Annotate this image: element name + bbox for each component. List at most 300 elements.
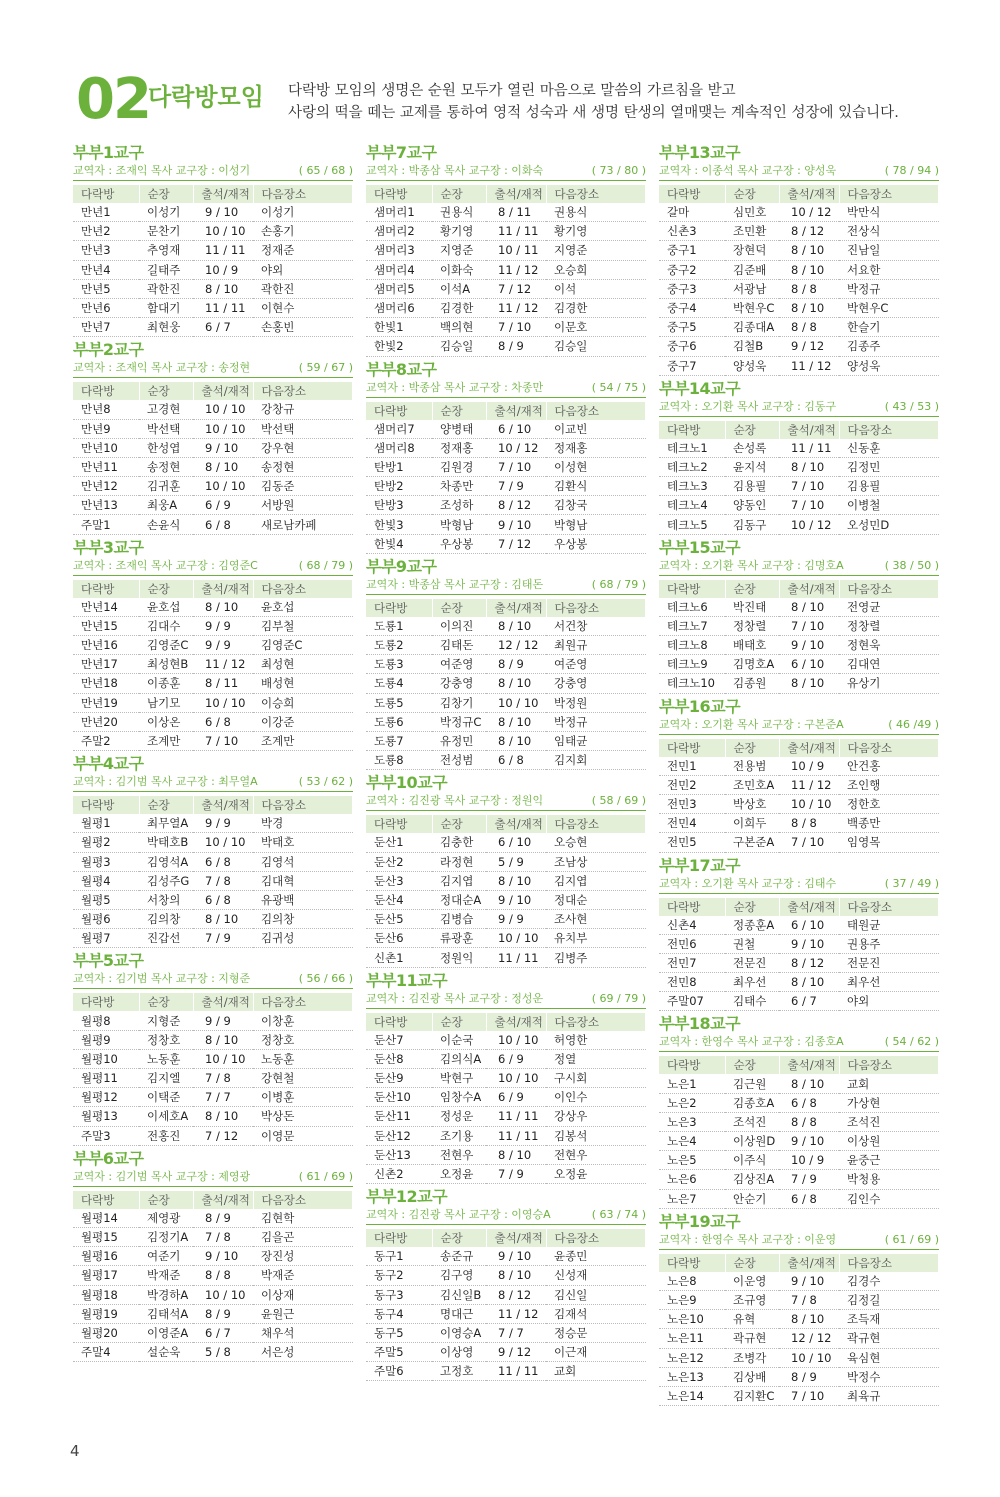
cell-leader: 송준규	[432, 1247, 486, 1266]
cell-attendance: 8 / 8	[779, 1112, 839, 1131]
cell-leader: 김종대A	[725, 318, 779, 337]
cell-room: 둔산2	[366, 852, 432, 871]
cell-leader: 조기용	[432, 1126, 486, 1145]
cell-next-place: 권용주	[839, 934, 939, 953]
cell-attendance: 10 / 10	[193, 477, 253, 496]
district-table	[659, 739, 939, 853]
column-header: 다락방	[73, 580, 139, 598]
table-row	[366, 948, 646, 967]
cell-leader: 박경하A	[139, 1285, 193, 1304]
column-header: 출석/재적	[779, 185, 839, 203]
cell-room: 테크노8	[659, 636, 725, 655]
cell-next-place: 이교빈	[546, 420, 646, 439]
table-row	[659, 298, 939, 317]
cell-next-place: 조득재	[839, 1310, 939, 1329]
district-group	[366, 557, 646, 771]
cell-room: 주말07	[659, 992, 725, 1011]
cell-leader: 김태석A	[139, 1304, 193, 1323]
cell-attendance: 9 / 12	[779, 337, 839, 356]
cell-attendance: 7 / 10	[779, 496, 839, 515]
column-middle	[366, 143, 646, 1384]
cell-next-place: 이승희	[253, 693, 353, 712]
table-row	[73, 1266, 353, 1285]
cell-next-place: 오승희	[546, 260, 646, 279]
cell-leader: 남기모	[139, 693, 193, 712]
table-row	[659, 477, 939, 496]
table-row	[73, 457, 353, 476]
cell-attendance: 11 / 11	[486, 948, 546, 967]
table-row	[73, 477, 353, 496]
district-group	[73, 538, 353, 752]
cell-next-place: 유상기	[839, 674, 939, 693]
cell-next-place: 전현우	[546, 1145, 646, 1164]
cell-room: 둔산1	[366, 833, 432, 852]
district-table	[659, 1254, 939, 1406]
table-row	[366, 496, 646, 515]
district-group	[659, 697, 939, 853]
table-row	[366, 655, 646, 674]
cell-next-place: 서방원	[253, 496, 353, 515]
column-header: 순장	[139, 1191, 193, 1209]
district-title: 부부2교구	[73, 340, 144, 360]
table-row	[366, 337, 646, 356]
table-row	[659, 1290, 939, 1309]
cell-next-place: 최성현	[253, 655, 353, 674]
table-header-row	[73, 993, 353, 1011]
cell-attendance: 10 / 9	[779, 757, 839, 776]
cell-next-place: 김종주	[839, 337, 939, 356]
cell-room: 주말3	[73, 1126, 139, 1145]
table-header-row	[659, 1254, 939, 1272]
cell-room: 테크노10	[659, 674, 725, 693]
district-group	[73, 754, 353, 948]
cell-next-place: 손홍빈	[253, 318, 353, 337]
table-row	[366, 279, 646, 298]
district-group	[659, 856, 939, 1012]
cell-leader: 지영준	[432, 241, 486, 260]
cell-attendance: 8 / 10	[193, 279, 253, 298]
cell-leader: 길태주	[139, 260, 193, 279]
district-table	[659, 1056, 939, 1208]
table-row	[366, 241, 646, 260]
cell-next-place: 교회	[839, 1074, 939, 1093]
cell-next-place: 김지엽	[546, 871, 646, 890]
district-attendance-total: ( 65 / 68 )	[298, 164, 353, 177]
cell-room: 둔산5	[366, 910, 432, 929]
district-table	[366, 599, 646, 771]
cell-next-place: 이병훈	[253, 1088, 353, 1107]
table-row	[659, 1348, 939, 1367]
district-group	[366, 143, 646, 357]
cell-room: 샘머리8	[366, 438, 432, 457]
district-info	[73, 558, 353, 576]
cell-leader: 노동훈	[139, 1049, 193, 1068]
district-info	[73, 774, 353, 792]
table-row	[366, 1126, 646, 1145]
cell-next-place: 손홍기	[253, 222, 353, 241]
cell-next-place: 박경	[253, 814, 353, 833]
cell-leader: 이운영	[725, 1272, 779, 1291]
table-row	[659, 794, 939, 813]
cell-attendance: 6 / 8	[193, 712, 253, 731]
cell-attendance: 10 / 10	[193, 419, 253, 438]
cell-leader: 김상진A	[725, 1170, 779, 1189]
cell-room: 중구6	[659, 337, 725, 356]
cell-next-place: 김대혁	[253, 871, 353, 890]
cell-next-place: 윤호섭	[253, 598, 353, 617]
table-row	[659, 636, 939, 655]
cell-attendance: 10 / 10	[486, 1031, 546, 1050]
cell-next-place: 김현학	[253, 1209, 353, 1228]
table-row	[73, 515, 353, 534]
cell-attendance: 10 / 12	[486, 438, 546, 457]
column-header: 다음장소	[839, 1254, 939, 1272]
cell-room: 도룡8	[366, 751, 432, 770]
cell-next-place: 새로남카페	[253, 515, 353, 534]
cell-room: 샘머리6	[366, 298, 432, 317]
cell-next-place: 전상식	[839, 222, 939, 241]
table-row	[73, 1285, 353, 1304]
cell-leader: 류광훈	[432, 929, 486, 948]
cell-attendance: 11 / 11	[193, 298, 253, 317]
column-header: 다락방	[659, 739, 725, 757]
table-row	[659, 616, 939, 635]
cell-room: 월평12	[73, 1088, 139, 1107]
cell-leader: 이석A	[432, 279, 486, 298]
cell-room: 만년4	[73, 260, 139, 279]
cell-room: 노은1	[659, 1074, 725, 1093]
cell-leader: 최무열A	[139, 814, 193, 833]
table-row	[659, 757, 939, 776]
cell-room: 만년18	[73, 674, 139, 693]
table-row	[366, 1069, 646, 1088]
cell-next-place: 김재석	[546, 1304, 646, 1323]
cell-attendance: 7 / 7	[486, 1323, 546, 1342]
column-header: 다락방	[659, 1254, 725, 1272]
cell-leader: 조민호A	[725, 775, 779, 794]
cell-leader: 이순국	[432, 1031, 486, 1050]
cell-next-place: 박정규	[839, 279, 939, 298]
cell-next-place: 김환식	[546, 477, 646, 496]
cell-leader: 송정현	[139, 457, 193, 476]
cell-attendance: 10 / 10	[779, 1348, 839, 1367]
table-row	[659, 222, 939, 241]
cell-next-place: 우상봉	[546, 534, 646, 553]
district-group	[366, 971, 646, 1185]
cell-leader: 윤지석	[725, 457, 779, 476]
cell-attendance: 6 / 7	[779, 992, 839, 1011]
table-row	[73, 203, 353, 222]
table-row	[366, 1164, 646, 1183]
cell-next-place: 서건창	[546, 617, 646, 636]
column-header: 순장	[725, 185, 779, 203]
cell-attendance: 11 / 12	[193, 655, 253, 674]
cell-leader: 정대순A	[432, 890, 486, 909]
column-header: 출석/재적	[779, 739, 839, 757]
district-info	[659, 1232, 939, 1250]
cell-next-place: 정창렬	[839, 616, 939, 635]
district-attendance-total: ( 54 / 75 )	[591, 380, 646, 394]
cell-next-place: 박형남	[546, 515, 646, 534]
column-header: 다음장소	[253, 382, 353, 400]
column-header: 다음장소	[253, 185, 353, 203]
cell-next-place: 김대연	[839, 655, 939, 674]
cell-leader: 이주식	[725, 1151, 779, 1170]
table-row	[366, 636, 646, 655]
cell-leader: 조계만	[139, 731, 193, 750]
cell-next-place: 지영준	[546, 241, 646, 260]
cell-attendance: 8 / 12	[779, 953, 839, 972]
cell-next-place: 김지회	[546, 751, 646, 770]
district-attendance-total: ( 58 / 69 )	[591, 794, 646, 808]
cell-room: 노은5	[659, 1151, 725, 1170]
table-row	[73, 298, 353, 317]
district-group	[366, 1187, 646, 1381]
cell-attendance: 7 / 8	[193, 1069, 253, 1088]
cell-next-place: 박상돈	[253, 1107, 353, 1126]
column-header: 다락방	[366, 185, 432, 203]
cell-room: 한빛2	[366, 337, 432, 356]
table-row	[659, 1189, 939, 1208]
cell-leader: 박재준	[139, 1266, 193, 1285]
cell-leader: 김명호A	[725, 655, 779, 674]
table-header-row	[366, 599, 646, 617]
cell-leader: 김상배	[725, 1367, 779, 1386]
table-row	[73, 731, 353, 750]
table-header-row	[659, 580, 939, 598]
cell-attendance: 7 / 10	[486, 318, 546, 337]
table-header-row	[659, 185, 939, 203]
district-attendance-total: ( 61 / 69 )	[298, 1169, 353, 1183]
table-row	[659, 775, 939, 794]
cell-leader: 최현웅	[139, 318, 193, 337]
district-staff: 교역자 : 김진광 목사 교구장 : 이영승A	[366, 1208, 551, 1222]
column-header: 다음장소	[546, 815, 646, 833]
cell-room: 둔산9	[366, 1069, 432, 1088]
cell-leader: 구본준A	[725, 833, 779, 852]
cell-room: 둔산3	[366, 871, 432, 890]
column-header: 다락방	[73, 993, 139, 1011]
cell-next-place: 정한호	[839, 794, 939, 813]
district-table	[366, 815, 646, 967]
cell-leader: 김근원	[725, 1074, 779, 1093]
table-header-row	[73, 185, 353, 203]
cell-attendance: 9 / 10	[486, 515, 546, 534]
cell-attendance: 9 / 10	[779, 1132, 839, 1151]
cell-room: 만년19	[73, 693, 139, 712]
cell-next-place: 박현우C	[839, 298, 939, 317]
cell-leader: 박현구	[432, 1069, 486, 1088]
table-row	[366, 1049, 646, 1068]
cell-room: 노은6	[659, 1170, 725, 1189]
district-table	[73, 185, 353, 337]
district-staff: 교역자 : 오기환 목사 교구장 : 구본준A	[659, 717, 844, 731]
cell-attendance: 9 / 10	[779, 934, 839, 953]
district-table	[73, 1191, 353, 1363]
table-row	[659, 515, 939, 534]
cell-room: 둔산12	[366, 1126, 432, 1145]
cell-room: 주말6	[366, 1362, 432, 1381]
cell-next-place: 정현욱	[839, 636, 939, 655]
district-attendance-total: ( 68 / 79 )	[298, 558, 353, 572]
cell-attendance: 7 / 9	[193, 929, 253, 948]
table-row	[659, 241, 939, 260]
cell-leader: 김철B	[725, 337, 779, 356]
cell-room: 도룡3	[366, 655, 432, 674]
cell-room: 둔산10	[366, 1088, 432, 1107]
cell-next-place: 조계만	[253, 731, 353, 750]
cell-attendance: 12 / 12	[779, 1329, 839, 1348]
cell-next-place: 서은성	[253, 1343, 353, 1362]
cell-room: 주말2	[73, 731, 139, 750]
cell-next-place: 박만식	[839, 203, 939, 222]
cell-room: 월평13	[73, 1107, 139, 1126]
cell-attendance: 7 / 12	[193, 1126, 253, 1145]
cell-leader: 고경현	[139, 400, 193, 419]
cell-next-place: 박청용	[839, 1170, 939, 1189]
table-row	[659, 992, 939, 1011]
column-header: 다음장소	[839, 580, 939, 598]
cell-attendance: 8 / 10	[486, 1266, 546, 1285]
table-row	[659, 260, 939, 279]
district-attendance-total: ( 59 / 67 )	[298, 361, 353, 375]
cell-room: 동구3	[366, 1285, 432, 1304]
column-header: 출석/재적	[486, 815, 546, 833]
district-staff: 교역자 : 오기환 목사 교구장 : 김태수	[659, 876, 837, 890]
table-row	[366, 1343, 646, 1362]
cell-room: 중구5	[659, 318, 725, 337]
cell-attendance: 6 / 9	[486, 1049, 546, 1068]
cell-attendance: 6 / 10	[779, 655, 839, 674]
table-row	[366, 1362, 646, 1381]
cell-next-place: 이현수	[253, 298, 353, 317]
district-group	[366, 360, 646, 554]
cell-next-place: 배성현	[253, 674, 353, 693]
cell-next-place: 양성욱	[839, 356, 939, 375]
district-info	[659, 876, 939, 894]
cell-room: 한빛1	[366, 318, 432, 337]
cell-room: 샘머리3	[366, 241, 432, 260]
table-row	[366, 929, 646, 948]
column-header: 다음장소	[253, 580, 353, 598]
cell-attendance: 8 / 12	[486, 1285, 546, 1304]
table-row	[366, 1088, 646, 1107]
cell-leader: 손성록	[725, 439, 779, 458]
column-header: 출석/재적	[486, 599, 546, 617]
table-row	[366, 617, 646, 636]
table-row	[659, 1329, 939, 1348]
district-info	[73, 971, 353, 989]
cell-next-place: 야외	[839, 992, 939, 1011]
cell-next-place: 허영한	[546, 1031, 646, 1050]
cell-attendance: 8 / 10	[486, 731, 546, 750]
table-row	[366, 318, 646, 337]
district-staff: 교역자 : 조재익 목사 교구장 : 김영준C	[73, 558, 258, 572]
cell-attendance: 8 / 8	[779, 318, 839, 337]
cell-leader: 김원경	[432, 457, 486, 476]
cell-next-place: 이창훈	[253, 1011, 353, 1030]
cell-room: 동구2	[366, 1266, 432, 1285]
cell-leader: 전홍진	[139, 1126, 193, 1145]
table-row	[73, 616, 353, 635]
cell-room: 노은2	[659, 1093, 725, 1112]
table-row	[659, 1386, 939, 1405]
cell-leader: 임창수A	[432, 1088, 486, 1107]
cell-leader: 김대수	[139, 616, 193, 635]
table-row	[73, 279, 353, 298]
cell-attendance: 7 / 10	[779, 833, 839, 852]
cell-next-place: 최우선	[839, 973, 939, 992]
column-header: 출석/재적	[779, 898, 839, 916]
table-row	[73, 1126, 353, 1145]
cell-leader: 이택준	[139, 1088, 193, 1107]
cell-room: 만년1	[73, 203, 139, 222]
table-row	[73, 1209, 353, 1228]
table-row	[73, 1030, 353, 1049]
table-row	[73, 674, 353, 693]
cell-room: 월평10	[73, 1049, 139, 1068]
cell-attendance: 7 / 10	[779, 477, 839, 496]
cell-next-place: 정재준	[253, 241, 353, 260]
column-header: 다락방	[659, 580, 725, 598]
cell-leader: 박상호	[725, 794, 779, 813]
cell-room: 동구4	[366, 1304, 432, 1323]
cell-room: 월평20	[73, 1323, 139, 1342]
cell-attendance: 8 / 9	[486, 337, 546, 356]
cell-room: 월평6	[73, 910, 139, 929]
cell-next-place: 김의창	[253, 910, 353, 929]
cell-room: 만년13	[73, 496, 139, 515]
table-row	[659, 1093, 939, 1112]
cell-attendance: 10 / 9	[779, 1151, 839, 1170]
cell-room: 전민6	[659, 934, 725, 953]
district-title: 부부19교구	[659, 1211, 741, 1231]
column-header: 출석/재적	[193, 1191, 253, 1209]
cell-next-place: 전문진	[839, 953, 939, 972]
cell-leader: 황기영	[432, 222, 486, 241]
cell-next-place: 김경한	[546, 298, 646, 317]
cell-attendance: 8 / 10	[193, 1107, 253, 1126]
cell-attendance: 7 / 8	[193, 871, 253, 890]
cell-room: 중구4	[659, 298, 725, 317]
cell-next-place: 임영목	[839, 833, 939, 852]
cell-next-place: 김봉석	[546, 1126, 646, 1145]
cell-next-place: 가상현	[839, 1093, 939, 1112]
table-row	[659, 457, 939, 476]
cell-attendance: 10 / 12	[779, 515, 839, 534]
cell-room: 샘머리2	[366, 222, 432, 241]
cell-attendance: 7 / 8	[779, 1290, 839, 1309]
cell-leader: 김성주G	[139, 871, 193, 890]
cell-leader: 설순욱	[139, 1343, 193, 1362]
table-row	[366, 1145, 646, 1164]
district-staff: 교역자 : 김기범 목사 교구장 : 최무열A	[73, 775, 258, 789]
cell-attendance: 9 / 10	[193, 203, 253, 222]
district-group	[366, 773, 646, 967]
cell-leader: 김태수	[725, 992, 779, 1011]
cell-next-place: 김정길	[839, 1290, 939, 1309]
cell-next-place: 이영문	[253, 1126, 353, 1145]
cell-next-place: 김신일	[546, 1285, 646, 1304]
district-attendance-total: ( 37 / 49 )	[884, 876, 939, 890]
column-header: 다락방	[73, 185, 139, 203]
table-row	[659, 203, 939, 222]
district-attendance-total: ( 63 / 74 )	[591, 1208, 646, 1222]
cell-room: 신촌2	[366, 1164, 432, 1183]
cell-next-place: 정대순	[546, 890, 646, 909]
cell-attendance: 8 / 10	[193, 1030, 253, 1049]
district-attendance-total: ( 54 / 62 )	[884, 1035, 939, 1049]
